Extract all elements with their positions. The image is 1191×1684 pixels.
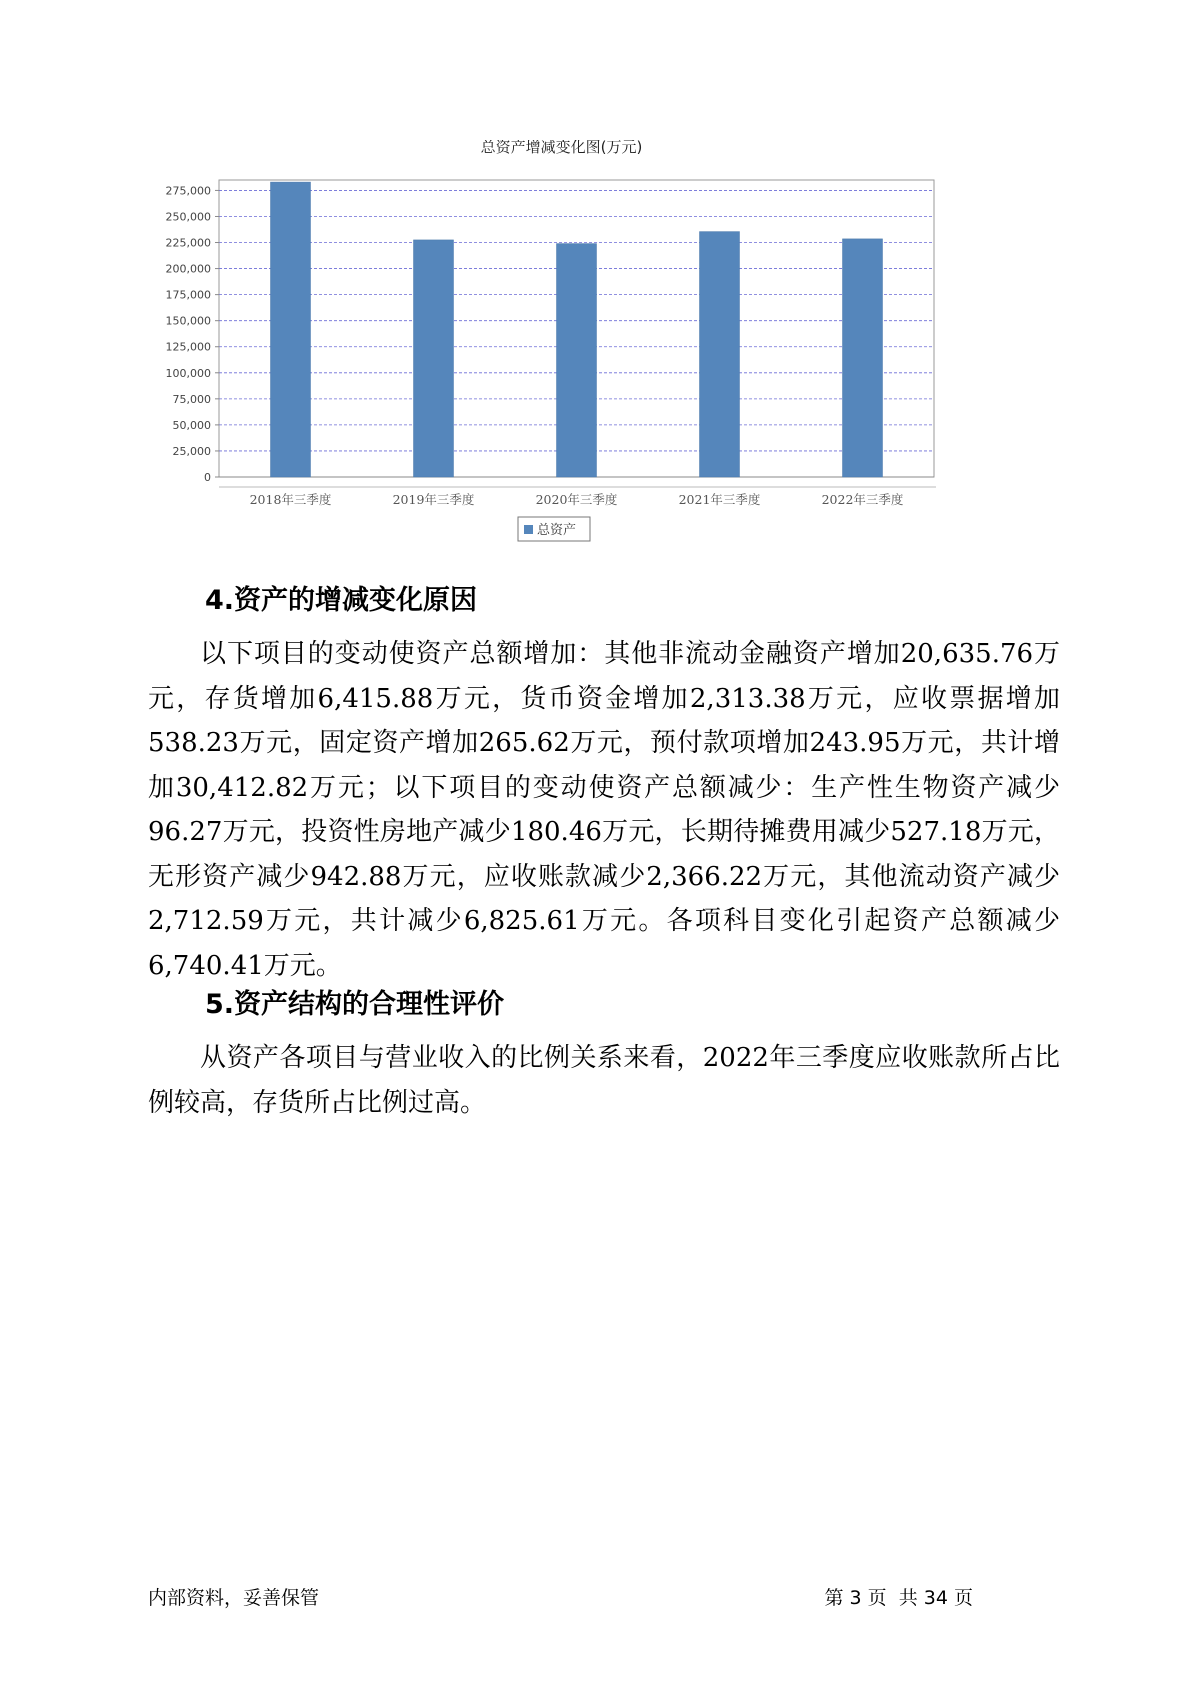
- bar-chart-svg: [148, 140, 1018, 600]
- x-tick-label: 2022年三季度: [821, 492, 904, 507]
- x-tick-label: 2020年三季度: [535, 492, 618, 507]
- y-tick-label: 200,000: [165, 262, 211, 276]
- y-tick-label: 25,000: [172, 444, 211, 458]
- y-tick-label: 175,000: [165, 288, 211, 302]
- chart-title: 总资产增减变化图(万元): [480, 140, 643, 156]
- bar: [557, 244, 597, 477]
- section-heading-4: 4.资产的增减变化原因: [205, 585, 478, 616]
- y-tick-label: 50,000: [172, 418, 211, 432]
- y-tick-label: 275,000: [165, 184, 211, 198]
- y-tick-label: 125,000: [165, 340, 211, 354]
- bar: [843, 239, 883, 477]
- x-tick-label: 2021年三季度: [678, 492, 761, 507]
- bar: [414, 240, 454, 477]
- footer-page-number: 第 3 页 共 34 页: [824, 1587, 973, 1609]
- y-tick-label: 0: [204, 471, 211, 484]
- bar: [271, 182, 311, 477]
- y-tick-label: 250,000: [165, 210, 211, 224]
- x-tick-label: 2018年三季度: [249, 492, 332, 507]
- y-tick-label: 225,000: [165, 236, 211, 250]
- legend-swatch: [524, 525, 533, 534]
- section-paragraph-4: 以下项目的变动使资产总额增加：其他非流动金融资产增加20,635.76万元，存货增加6,415.88万元，货币资金增加2,313.38万元，应收票据增加538.23万元，固定资产增加265.62万元，预付款项增加243.95万元，共计增加30,412.82万元；以下项目的变动使资产总额减少：生产性生物资产减少96.27万元，投资性房地产减少180.46万元，长期待摊费用减少527.18万元，无形资产减少942.88万元，应收账款减少2,366.22万元，其他流动资产减少2,712.59万元，共计减少6,825.61万元。各项科目变化引起资产总额减少6,740.41万元。: [148, 639, 1060, 981]
- y-tick-label: 100,000: [165, 366, 211, 380]
- x-tick-label: 2019年三季度: [392, 492, 475, 507]
- section-heading-5: 5.资产结构的合理性评价: [205, 989, 505, 1020]
- bar: [700, 232, 740, 477]
- asset-chart: [148, 140, 1018, 600]
- section-paragraph-5: 从资产各项目与营业收入的比例关系来看，2022年三季度应收账款所占比例较高，存货所占比例过高。: [148, 1043, 1060, 1118]
- footer-confidential: 内部资料，妥善保管: [148, 1587, 320, 1609]
- y-tick-label: 150,000: [165, 314, 211, 328]
- y-tick-label: 75,000: [172, 392, 211, 406]
- legend-label: 总资产: [537, 523, 577, 538]
